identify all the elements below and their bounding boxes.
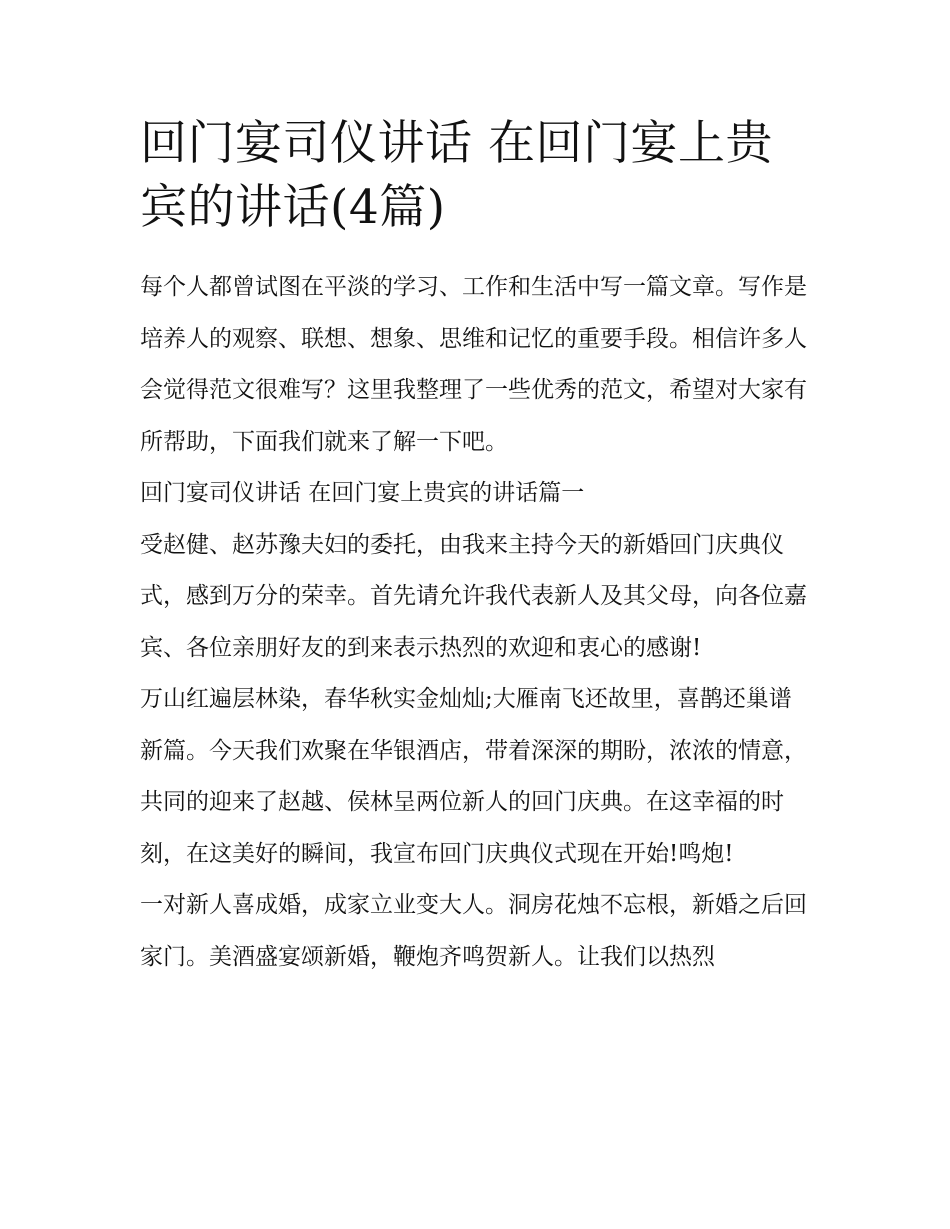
document-title: 回门宴司仪讲话 在回门宴上贵宾的讲话(4篇)	[140, 116, 773, 235]
document-body	[140, 262, 812, 983]
document-page	[140, 112, 812, 983]
body-paragraph: 万山红遍层林染，春华秋实金灿灿;大雁南飞还故里，喜鹊还巢谱新篇。今天我们欢聚在华银酒店，带着深深的期盼，浓浓的情意，共同的迎来了赵越、侯林呈两位新人的回门庆典。在这幸福的时刻，在这美好的瞬间，我宣布回门庆典仪式现在开始!鸣炮!	[140, 686, 807, 867]
body-paragraph: 一对新人喜成婚，成家立业变大人。洞房花烛不忘根，新婚之后回家门。美酒盛宴颂新婚，鞭炮齐鸣贺新人。让我们以热烈	[140, 892, 807, 970]
intro-paragraph: 每个人都曾试图在平淡的学习、工作和生活中写一篇文章。写作是培养人的观察、联想、想象、思维和记忆的重要手段。相信许多人会觉得范文很难写？这里我整理了一些优秀的范文，希望对大家有所帮助，下面我们就来了解一下吧。	[140, 274, 807, 455]
body-paragraph: 受赵健、赵苏豫夫妇的委托，由我来主持今天的新婚回门庆典仪式，感到万分的荣幸。首先请允许我代表新人及其父母，向各位嘉宾、各位亲朋好友的到来表示热烈的欢迎和衷心的感谢!	[140, 531, 807, 661]
section-heading: 回门宴司仪讲话 在回门宴上贵宾的讲话篇一	[140, 480, 585, 506]
